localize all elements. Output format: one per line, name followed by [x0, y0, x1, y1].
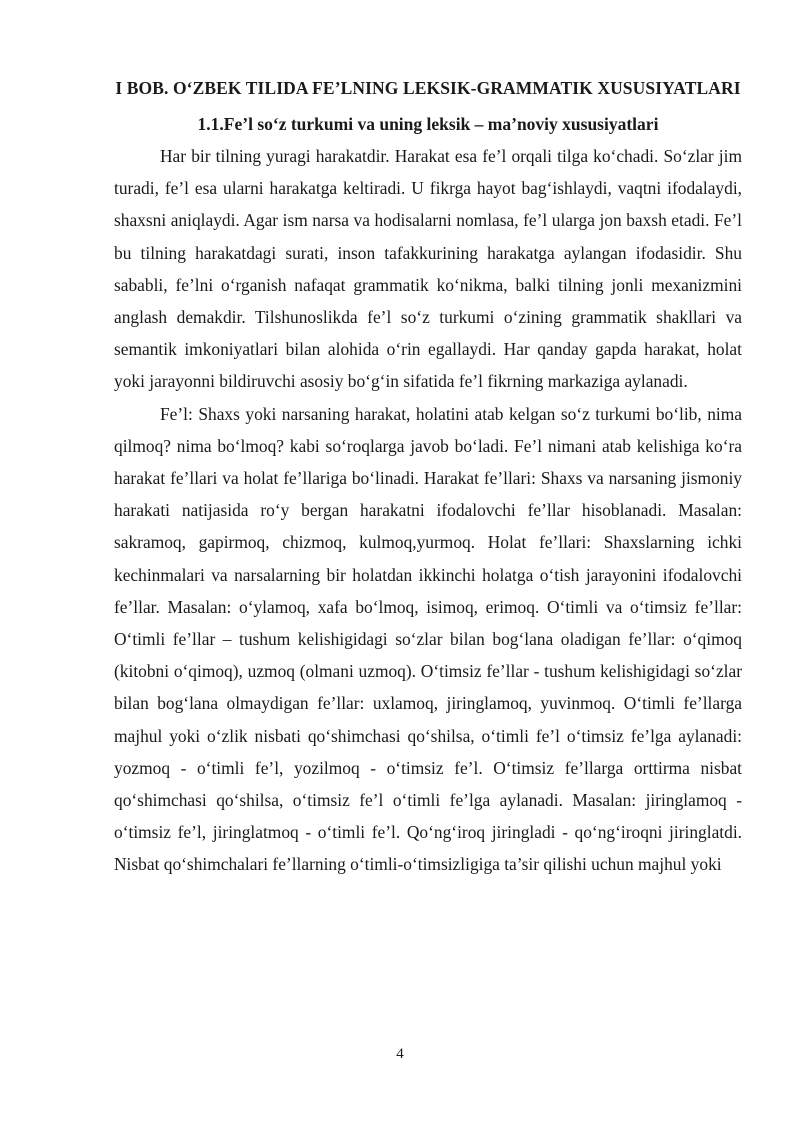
page-number: 4	[396, 1046, 404, 1062]
chapter-title: I BOB. O‘ZBEK TILIDA FE’LNING LEKSIK-GRAMMATIK XUSUSIYATLARI	[115, 78, 741, 98]
body-paragraph: Fe’l: Shaxs yoki narsaning harakat, holatini atab kelgan so‘z turkumi bo‘lib, nima qilmoq? nima bo‘lmoq? kabi so‘roqlarga javob bo‘ladi. Fe’l nimani atab kelishiga ko‘ra harakat fe’llari va holat fe’llariga bo‘linadi. Harakat fe’llari: Shaxs va narsaning jismoniy harakati natijasida ro‘y bergan harakatni ifodalovchi fe’llar hisoblanadi. Masalan: sakramoq, gapirmoq, chizmoq, kulmoq,yurmoq. Holat fe’llari: Shaxslarning ichki kechinmalari va narsalarning bir holatdan ikkinchi holatga o‘tish jarayonini ifodalovchi fe’llar. Masalan: o‘ylamoq, xafa bo‘lmoq, isimoq, erimoq. O‘timli va o‘timsiz fe’llar: O‘timli fe’llar – tushum kelishigidagi so‘zlar bilan bog‘lana oladigan fe’llar: o‘qimoq (kitobni o‘qimoq), uzmoq (olmani uzmoq). O‘timsiz fe’llar - tushum kelishigidagi so‘zlar bilan bog‘lana olmaydigan fe’llar: uxlamoq, jiringlamoq, yuvinmoq. O‘timli fe’llarga majhul yoki o‘zlik nisbati qo‘shimchasi qo‘shilsa, o‘timli fe’l o‘timsiz fe’lga aylanadi: yozmoq - o‘timli fe’l, yozilmoq - o‘timsiz fe’l. O‘timsiz fe’llarga orttirma nisbat qo‘shimchasi qo‘shilsa, o‘timsiz fe’l o‘timli fe’lga aylanadi. Masalan: jiringlamoq - o‘timsiz fe’l, jiringlatmoq - o‘timli fe’l. Qo‘ng‘iroq jiringladi - qo‘ng‘iroqni jiringlatdi. Nisbat qo‘shimchalari fe’llarning o‘timli-o‘timsizligiga ta’sir qilishi uchun majhul yoki	[114, 403, 742, 875]
section-title: 1.1.Fe’l so‘z turkumi va uning leksik – ma’noviy xususiyatlari	[197, 114, 659, 134]
document-page	[114, 72, 742, 881]
body-paragraph: Har bir tilning yuragi harakatdir. Harakat esa fe’l orqali tilga ko‘chadi. So‘zlar jim turadi, fe’l esa ularni harakatga keltiradi. U fikrga hayot bag‘ishlaydi, vaqtni ifodalaydi, shaxsni aniqlaydi. Agar ism narsa va hodisalarni nomlasa, fe’l ularga jon baxsh etadi. Fe’l bu tilning harakatdagi surati, inson tafakkurining harakatga aylangan ifodasidir. Shu sababli, fe’lni o‘rganish nafaqat grammatik ko‘nikma, balki tilning jonli mexanizmini anglash demakdir. Tilshunoslikda fe’l so‘z turkumi o‘zining grammatik shakllari va semantik imkoniyatlari bilan alohida o‘rin egallaydi. Har qanday gapda harakat, holat yoki jarayonni bildiruvchi asosiy bo‘g‘in sifatida fe’l fikrning markaziga aylanadi.	[114, 146, 742, 392]
